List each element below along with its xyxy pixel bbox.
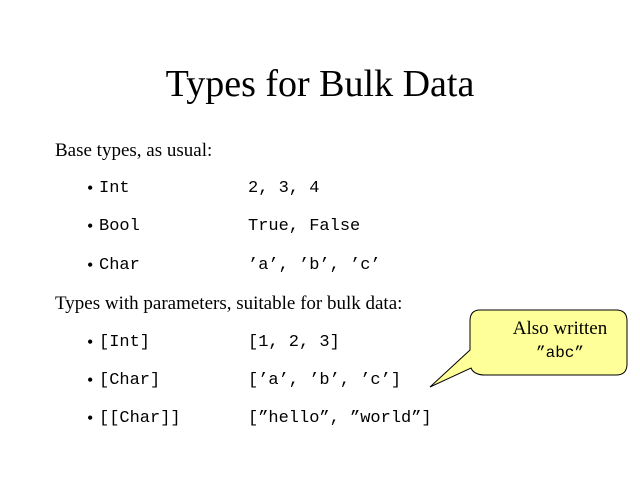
slide-title: Types for Bulk Data <box>165 63 475 105</box>
type-example: 2, 3, 4 <box>248 179 320 198</box>
type-name: Bool <box>99 217 140 236</box>
callout-bubble <box>420 308 640 398</box>
bullet: • <box>87 408 94 428</box>
base-types-intro: Base types, as usual: <box>55 140 213 161</box>
type-name: [Char] <box>99 371 161 390</box>
list-item <box>0 177 640 199</box>
type-name: Int <box>99 179 130 198</box>
callout-code: ”abc” <box>535 344 584 362</box>
type-example: ’a’, ’b’, ’c’ <box>248 256 381 275</box>
parameterized-types-intro: Types with parameters, suitable for bulk data: <box>55 293 403 314</box>
type-name: [Int] <box>99 333 151 352</box>
bullet: • <box>87 332 94 352</box>
list-item <box>0 254 640 276</box>
bullet: • <box>87 178 94 198</box>
type-name: Char <box>99 256 140 275</box>
type-example: [1, 2, 3] <box>248 333 340 352</box>
list-item <box>0 215 640 237</box>
type-name: [[Char]] <box>99 409 181 428</box>
bullet: • <box>87 255 94 275</box>
bullet: • <box>87 216 94 236</box>
type-example: [’a’, ’b’, ’c’] <box>248 371 402 390</box>
list-item <box>0 407 640 429</box>
type-example: [”hello”, ”world”] <box>248 409 432 428</box>
type-example: True, False <box>248 217 361 236</box>
callout-text: Also written <box>512 318 608 339</box>
bullet: • <box>87 370 94 390</box>
